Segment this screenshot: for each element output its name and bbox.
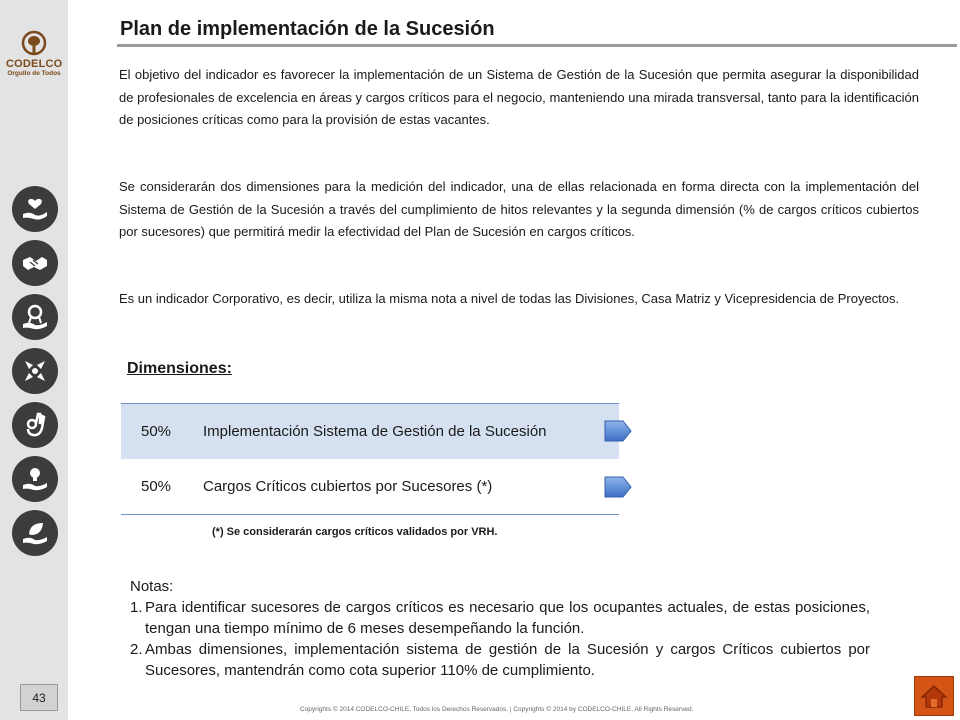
dimension-percent: 50% [141,478,172,495]
note-text: Para identificar sucesores de cargos críticos es necesario que los ocupantes actuales, de estas posiciones, tengan una tiempo mínimo de 6 meses desempeñando la función. [145,599,870,637]
copyright-text: Copyrights © 2014 CODELCO-CHILE. Todos los Derechos Reservados. | Copyrights © 2014 by CODELCO-CHILE. All Rights Reserved. [300,706,694,713]
handshake-icon [12,240,58,286]
leaf-hand-icon [12,510,58,556]
dimensions-heading: Dimensiones: [127,360,232,377]
home-icon [920,683,948,709]
logo-tagline: Orgullo de Todos [7,70,61,77]
objective-paragraph: El objetivo del indicador es favorecer la implementación de un Sistema de Gestión de la Sucesión que permita asegurar la disponibilidad de profesionales de excelencia en áreas y cargos críticos para el negocio, manteniendo una mirada transversal, tanto para la identificación de posiciones críticas como para la provisión de estas vacantes. [119,67,919,127]
sidebar [0,0,68,720]
dimension-row [121,459,619,515]
corporate-paragraph: Es un indicador Corporativo, es decir, utiliza la misma nota a nivel de todas las Divisiones, Casa Matriz y Vicepresidencia de Proyectos. [119,291,900,306]
arrow-right-icon[interactable] [603,418,633,444]
arrows-cross-icon [12,348,58,394]
page-number: 43 [20,684,58,711]
dimensions-paragraph: Se considerarán dos dimensiones para la medición del indicador, una de ellas relacionada en forma directa con la implementación del Sistema de Gestión de la Sucesión a través del cumplimiento de hitos relevantes y la segunda dimensión (% de cargos críticos cubiertos por sucesores) que permitirá medir la efectividad del Plan de Sucesión en cargos críticos. [119,179,919,239]
note-text: Ambas dimensiones, implementación sistema de gestión de la Sucesión y cargos Críticos cubiertos por Sucesores, mantendrán como cota superior 110% de cumplimiento. [145,641,870,679]
note-item [130,639,870,681]
codelco-logo [6,30,62,78]
notes-section [130,576,870,681]
dimensions-table [121,403,619,515]
page-title: Plan de implementación de la Sucesión [120,18,495,40]
title-divider [117,44,957,47]
codelco-emblem-icon [19,30,49,58]
dimension-row [121,403,619,459]
dimension-label: Implementación Sistema de Gestión de la Sucesión [203,423,547,440]
dimension-label: Cargos Críticos cubiertos por Sucesores (*) [203,478,493,495]
ok-hand-icon [12,402,58,448]
heart-hand-icon [12,186,58,232]
logo-brand-text: CODELCO [6,58,63,70]
dimensions-footnote: (*) Se considerarán cargos críticos validados por VRH. [212,526,498,538]
note-item [130,597,870,639]
note-number: 2. [130,641,143,658]
arrow-right-icon[interactable] [603,474,633,500]
home-button[interactable] [914,676,954,716]
medal-hand-icon [12,294,58,340]
note-number: 1. [130,599,143,616]
notes-title: Notas: [130,578,174,595]
lightbulb-hand-icon [12,456,58,502]
dimension-percent: 50% [141,423,172,440]
